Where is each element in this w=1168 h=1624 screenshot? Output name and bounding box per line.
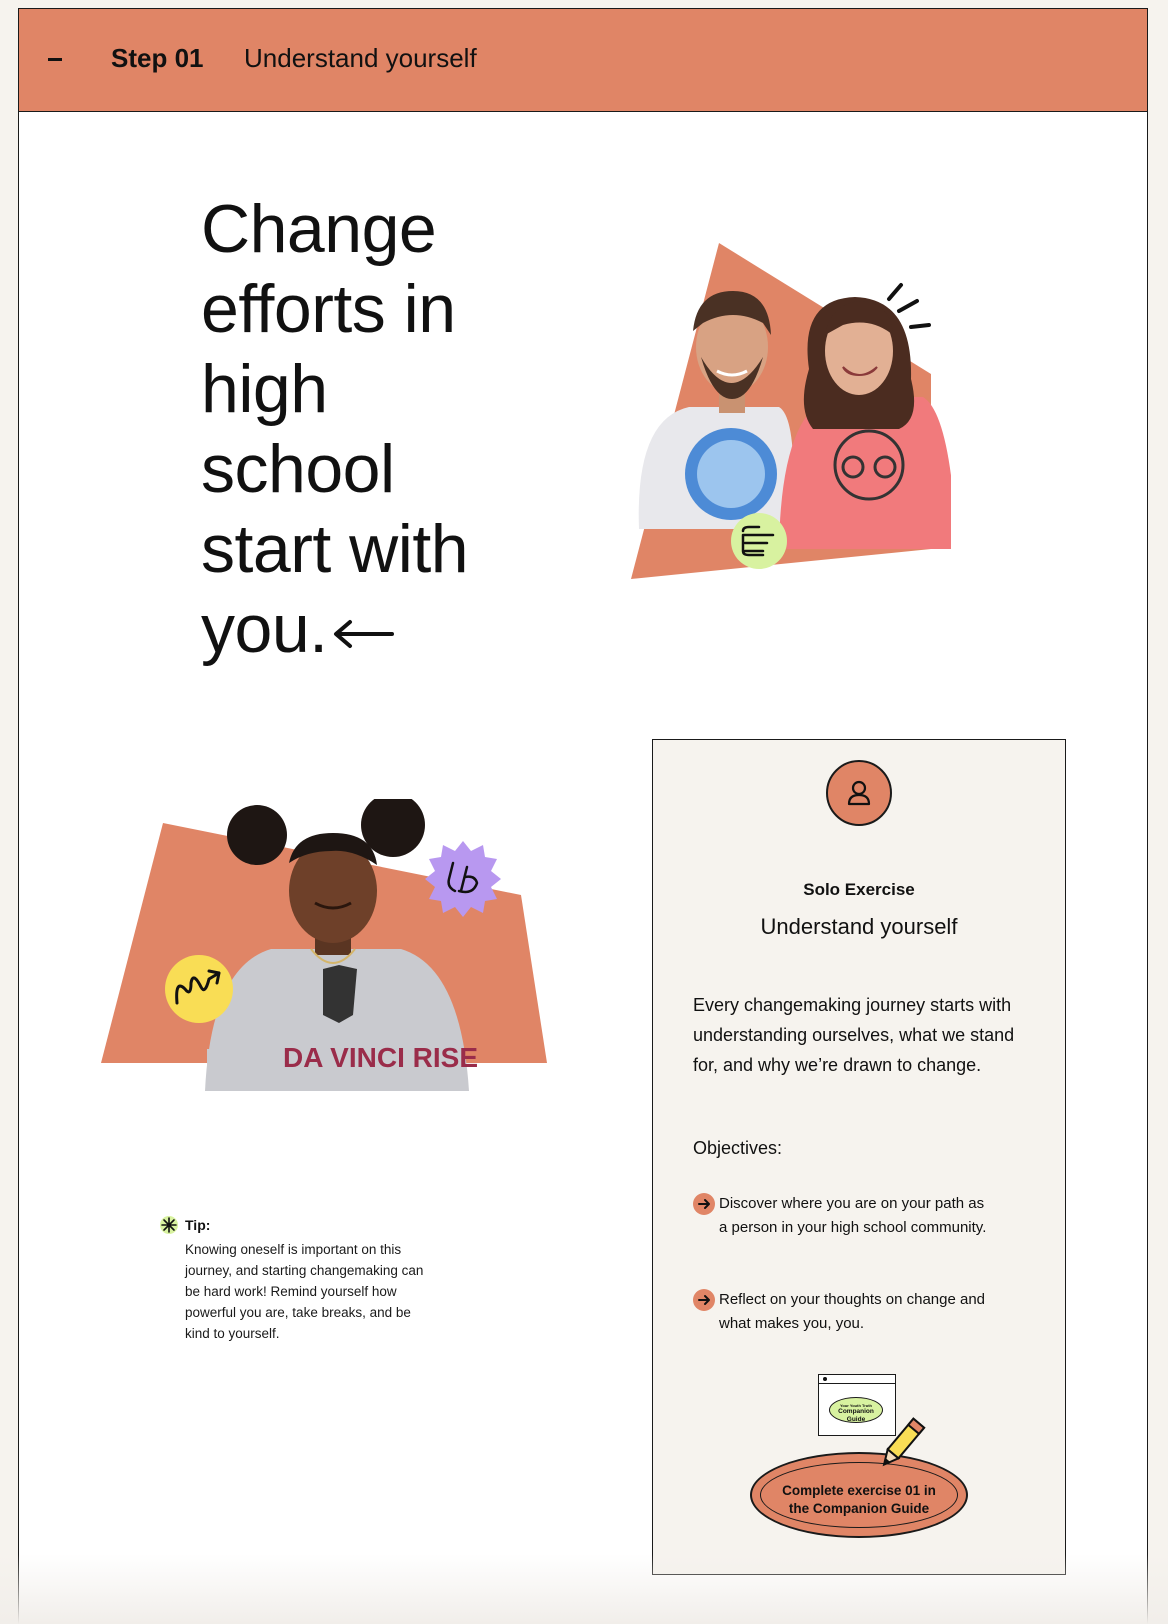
student-photo-single <box>101 799 563 1129</box>
companion-guide-button[interactable] <box>750 1374 970 1539</box>
step-title: Understand yourself <box>244 43 477 73</box>
card-description: Every changemaking journey starts with understanding ourselves, what we stand for, and why we’re drawn to change. <box>693 995 1015 1075</box>
sparkle-icon <box>159 1215 179 1235</box>
left-arrow-icon <box>332 619 394 649</box>
page-headline <box>201 189 531 669</box>
objective-item <box>693 1288 993 1336</box>
headline-text: Change efforts in high school start with you. <box>201 191 469 667</box>
companion-guide-badge-text: Companion Guide <box>838 1408 874 1423</box>
step-number: Step 01 <box>111 43 204 73</box>
person-icon <box>843 777 875 809</box>
arrow-right-icon <box>693 1193 715 1215</box>
tip-header <box>159 1215 429 1235</box>
cta-label: Complete exercise 01 in the Companion Guide <box>782 1483 936 1516</box>
card-kind: Solo Exercise <box>803 880 915 899</box>
tip-label: Tip: <box>185 1217 211 1233</box>
pencil-icon <box>872 1414 928 1474</box>
arrow-right-icon <box>693 1289 715 1311</box>
solo-exercise-card <box>652 739 1066 1575</box>
tip-text: Knowing oneself is important on this journey, and starting changemaking can be hard work! Remind yourself how powerful you are, take breaks, and be kind to yourself. <box>185 1242 424 1341</box>
students-photo-pair <box>631 239 951 589</box>
card-title: Understand yourself <box>760 914 958 939</box>
student-photo-1 <box>639 291 794 529</box>
squiggle-icon <box>165 955 233 1023</box>
companion-guide-badge-small: Your Youth Truth <box>840 1403 872 1408</box>
pointing-hand-icon <box>731 513 787 569</box>
objective-text: Reflect on your thoughts on change and what makes you, you. <box>719 1291 986 1332</box>
tip-block <box>159 1215 429 1344</box>
shirt-text: DA VINCI RISE <box>283 1042 478 1073</box>
content-frame <box>18 8 1148 1624</box>
card-icon <box>826 760 892 826</box>
step-header[interactable] <box>19 9 1147 112</box>
objective-item <box>693 1192 993 1240</box>
bottom-fade <box>0 1554 1168 1624</box>
objective-text: Discover where you are on your path as a person in your high school community. <box>719 1195 987 1236</box>
objectives-label: Objectives: <box>693 1138 783 1158</box>
minus-icon <box>48 58 62 61</box>
collapse-button[interactable] <box>45 49 65 69</box>
